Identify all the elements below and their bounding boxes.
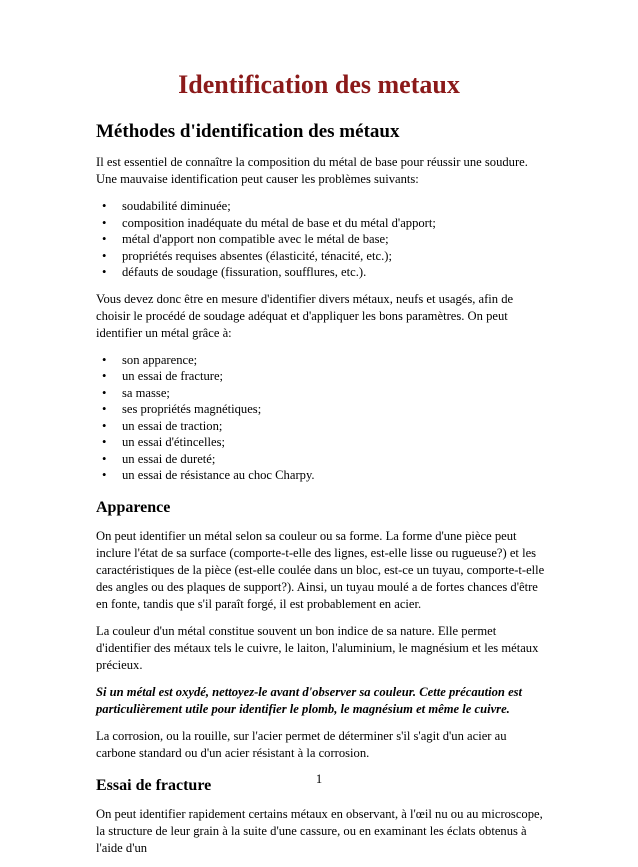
list-item: • un essai d'étincelles; — [96, 434, 546, 451]
paragraph: La couleur d'un métal constitue souvent un bon indice de sa nature. Elle permet d'identifier des métaux tels le cuivre, le laiton, l'aluminium, le magnésium et les métaux précieux. — [96, 623, 539, 672]
paragraph: Vous devez donc être en mesure d'identifier divers métaux, neufs et usagés, afin de choisir le procédé de soudage adéquat et d'appliquer les bons paramètres. On peut identifier un métal grâce à: — [96, 291, 514, 340]
document-body — [96, 120, 546, 867]
paragraph: On peut identifier rapidement certains métaux en observant, à l'œil nu ou au microscope, la structure de leur grain à la suite d'une cassure, ou en examinant les éclats obtenus à l'aide d'un — [96, 806, 543, 855]
emphasis-note: Si un métal est oxydé, nettoyez-le avant d'observer sa couleur. Cette précaution est particulièrement utile pour identifier le plomb, le magnésium et même le cuivre. — [96, 684, 523, 716]
problems-list — [96, 198, 546, 281]
section-heading-apparence: Apparence — [96, 498, 171, 516]
section-heading-essai-fracture: Essai de fracture — [96, 776, 212, 794]
page-number: 1 — [315, 772, 323, 786]
list-item: • métal d'apport non compatible avec le métal de base; — [96, 231, 546, 248]
list-item: • un essai de fracture; — [96, 368, 546, 385]
list-item: • un essai de traction; — [96, 418, 546, 435]
list-item: • ses propriétés magnétiques; — [96, 401, 546, 418]
list-item: • défauts de soudage (fissuration, soufflures, etc.). — [96, 264, 546, 281]
section-heading-methodes: Méthodes d'identification des métaux — [96, 121, 400, 142]
list-item: • soudabilité diminuée; — [96, 198, 546, 215]
document-title: Identification des metaux — [178, 70, 460, 99]
intro-paragraph: Il est essentiel de connaître la composition du métal de base pour réussir une soudure. Une mauvaise identification peut causer les problèmes suivants: — [96, 155, 528, 186]
list-item: • propriétés requises absentes (élasticité, ténacité, etc.); — [96, 248, 546, 265]
list-item: • sa masse; — [96, 385, 546, 402]
list-item: • un essai de résistance au choc Charpy. — [96, 467, 546, 484]
list-item: • son apparence; — [96, 352, 546, 369]
paragraph: On peut identifier un métal selon sa couleur ou sa forme. La forme d'une pièce peut inclure l'état de sa surface (comporte-t-elle des lignes, est-elle lisse ou rugueuse?) et les caractéristiques de la pièce (est-elle coulée dans un bloc, est-ce un tuyau, comporte-t-elle des angles ou des plaques de support?). Ainsi, un tuyau moulé a de fortes chances d'être en fonte, tandis que s'il paraît forgé, il est probablement en acier. — [96, 528, 545, 611]
paragraph: La corrosion, ou la rouille, sur l'acier permet de déterminer s'il s'agit d'un acier au carbone standard ou d'un acier résistant à la corrosion. — [96, 728, 507, 760]
list-item: • un essai de dureté; — [96, 451, 546, 468]
list-item: • composition inadéquate du métal de base et du métal d'apport; — [96, 215, 546, 232]
methods-list — [96, 352, 546, 484]
